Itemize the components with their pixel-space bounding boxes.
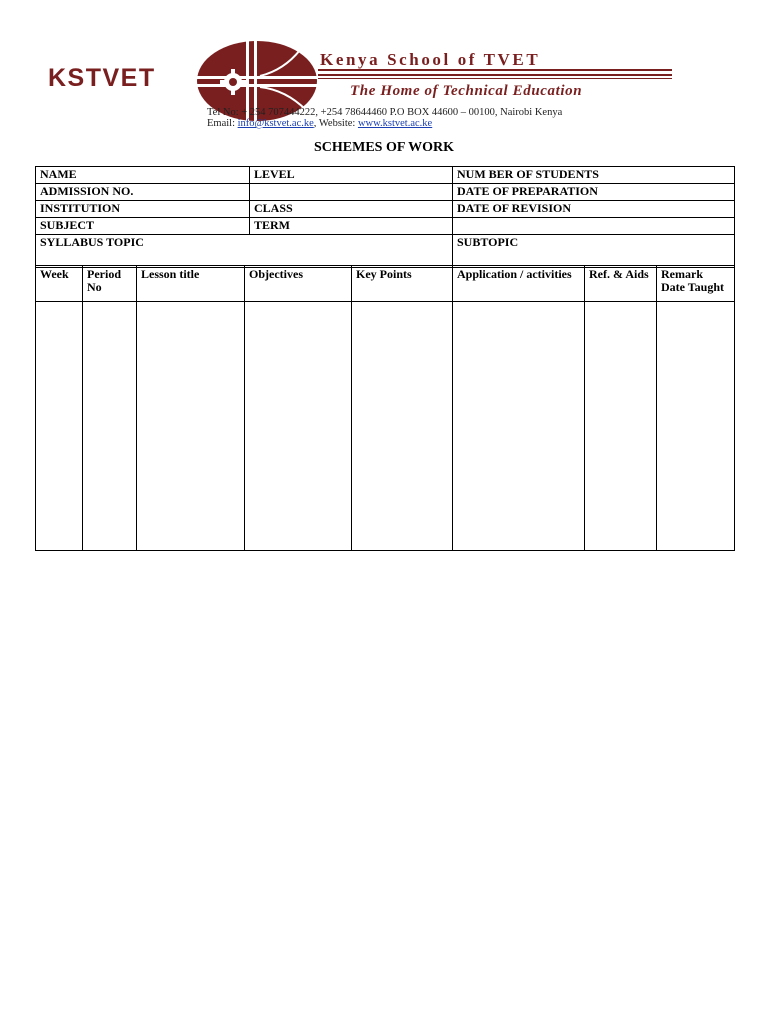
col-ref-aids: Ref. & Aids	[585, 266, 657, 302]
key-points-cell[interactable]	[352, 302, 453, 551]
subject-field[interactable]: SUBJECT	[36, 218, 250, 235]
letterhead	[0, 0, 768, 135]
website-link[interactable]: www.kstvet.ac.ke	[357, 118, 433, 129]
header-rule	[318, 69, 672, 71]
website-label: , Website:	[313, 118, 356, 129]
remark-cell[interactable]	[657, 302, 735, 551]
contact-line: Tel No: + 254 707444222, +254 78644460 P.O BOX 44600 – 00100, Nairobi Kenya	[207, 107, 563, 118]
col-remark-line1: Remark	[661, 267, 703, 281]
info-row	[36, 167, 735, 184]
col-lesson-title: Lesson title	[137, 266, 245, 302]
info-table	[35, 166, 735, 268]
syllabus-topic-field[interactable]: SYLLABUS TOPIC	[36, 235, 453, 268]
email-label: Email:	[207, 118, 235, 129]
col-key-points: Key Points	[352, 266, 453, 302]
table-header-row	[36, 266, 735, 302]
info-row	[36, 201, 735, 218]
num-students-field[interactable]: NUM BER OF STUDENTS	[453, 167, 735, 184]
ref-aids-cell[interactable]	[585, 302, 657, 551]
term-field[interactable]: TERM	[250, 218, 453, 235]
week-cell[interactable]	[36, 302, 83, 551]
contact-block	[207, 107, 562, 129]
header-rule	[318, 78, 672, 79]
period-cell[interactable]	[83, 302, 137, 551]
level-field[interactable]: LEVEL	[250, 167, 453, 184]
subtopic-field[interactable]: SUBTOPIC	[453, 235, 735, 268]
col-period-line1: Period	[87, 267, 121, 281]
col-objectives: Objectives	[245, 266, 352, 302]
col-application: Application / activities	[453, 266, 585, 302]
col-week: Week	[36, 266, 83, 302]
col-period-line2: No	[87, 280, 102, 294]
col-period-no	[83, 266, 137, 302]
info-row	[36, 235, 735, 268]
school-abbreviation: KSTVET	[48, 64, 156, 92]
header-rule	[318, 74, 672, 76]
col-remark-line2: Date Taught	[661, 280, 725, 294]
objectives-cell[interactable]	[245, 302, 352, 551]
blank-field[interactable]	[250, 184, 453, 201]
email-link[interactable]: info@kstvet.ac.ke	[237, 118, 314, 129]
date-preparation-field[interactable]: DATE OF PREPARATION	[453, 184, 735, 201]
table-row	[36, 302, 735, 551]
application-cell[interactable]	[453, 302, 585, 551]
admission-no-field[interactable]: ADMISSION NO.	[36, 184, 250, 201]
info-row	[36, 218, 735, 235]
lesson-title-cell[interactable]	[137, 302, 245, 551]
scheme-table	[35, 265, 735, 551]
info-row	[36, 184, 735, 201]
date-revision-field[interactable]: DATE OF REVISION	[453, 201, 735, 218]
school-tagline: The Home of Technical Education	[350, 83, 583, 99]
class-field[interactable]: CLASS	[250, 201, 453, 218]
institution-field[interactable]: INSTITUTION	[36, 201, 250, 218]
name-field[interactable]: NAME	[36, 167, 250, 184]
page-title: SCHEMES OF WORK	[313, 140, 455, 155]
col-remark	[657, 266, 735, 302]
school-name: Kenya School of TVET	[320, 50, 541, 69]
blank-field[interactable]	[453, 218, 735, 235]
